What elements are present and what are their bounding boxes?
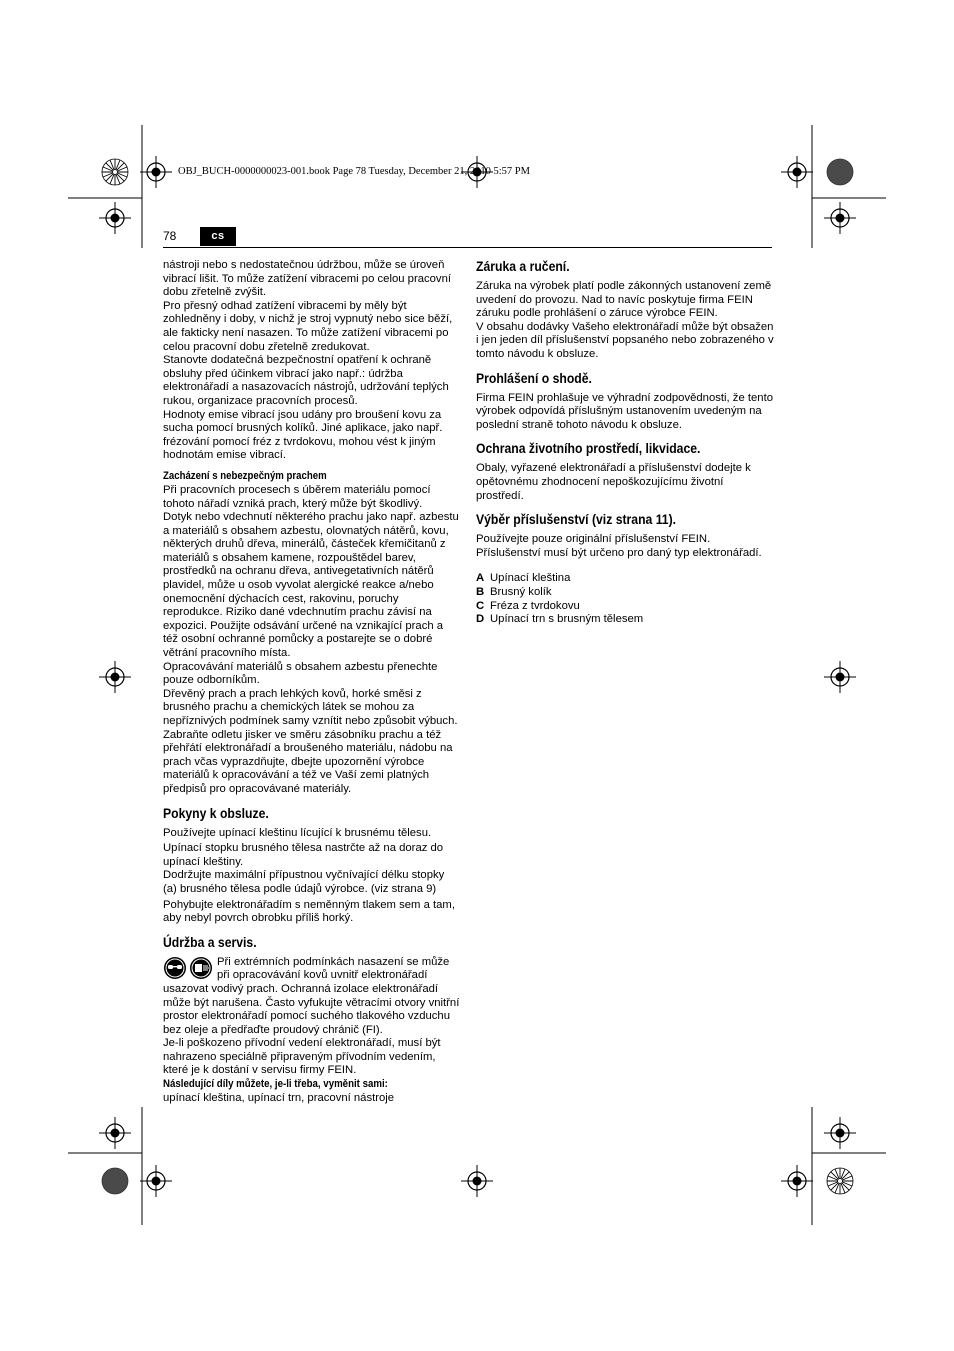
paragraph: Pro přesný odhad zatížení vibracemi by měly být zohledněny i doby, v nichž je stroj vypnutý nebo sice běží, ale fakticky není nasazen. To může zatížení vibracemi po celou pracovní dobu zřetelně zredukovat. xyxy=(163,299,453,353)
registration-mark-icon xyxy=(140,156,172,188)
paragraph: Opracovávání materiálů s obsahem azbestu přenechte pouze odborníkům. xyxy=(163,660,438,687)
safety-icons xyxy=(163,956,215,980)
color-patch-icon xyxy=(102,1168,128,1194)
paragraph: Hodnoty emise vibrací jsou udány pro broušení kovu za sucha pomocí brusných kolíků. Jiné aplikace, jako např. frézování pomocí fréz z tvrdokovu, mohou vést k jiným hodnotám emise vibrací. xyxy=(163,408,443,462)
registration-mark-icon xyxy=(824,661,856,693)
paragraph: Používejte pouze originální příslušenství FEIN. xyxy=(476,533,711,546)
left-column xyxy=(163,259,461,1105)
legend-item xyxy=(476,586,774,600)
maintenance-block xyxy=(163,956,461,1038)
paragraph: Pohybujte elektronářadím s neměnným tlakem sem a tam, aby nebyl povrch obrobku příliš horký. xyxy=(163,898,455,925)
registration-mark-icon xyxy=(824,202,856,234)
paragraph: upínací kleština, upínací trn, pracovní nástroje xyxy=(163,1091,395,1104)
legend-text: Brusný kolík xyxy=(490,585,552,598)
paragraph: Upínací stopku brusného tělesa nastrčte až na doraz do upínací kleštiny. xyxy=(163,842,444,868)
legend-item xyxy=(476,600,774,614)
paragraph: Záruka na výrobek platí podle zákonných ustanovení země uvedení do provozu. Nad to navíc poskytuje firma FEIN záruku podle prohlášení o záruce výrobce FEIN. xyxy=(476,280,772,320)
registration-mark-icon xyxy=(140,1165,172,1197)
registration-mark-icon xyxy=(99,1117,131,1149)
color-wheel-icon xyxy=(827,1168,853,1194)
paragraph: Dřevěný prach a prach lehkých kovů, horké směsi z brusného prachu a chemických látek se mohou za nepříznivých podmínek samy vznítit nebo způsobit výbuch. Zabraňte odletu jisker ve směru zásobníku prachu a též přehřátí elektronářadí a broušeného materiálu, nádobu na prach včas vyprazdňujte, dbejte upozornění výrobce materiálů k opracovávání a též ve Vaší zemi platných předpisů pro opracovávané materiály. xyxy=(163,687,458,795)
dust-heading: Zacházení s nebezpečným prachem xyxy=(163,469,327,482)
eye-protection-icon xyxy=(164,957,186,979)
legend-text: Upínací kleština xyxy=(490,572,571,585)
accessories-heading: Výběr příslušenství (viz strana 11). xyxy=(476,512,677,529)
print-header: OBJ_BUCH-0000000023-001.book Page 78 Tuesday, December 21, 2010 5:57 PM xyxy=(178,166,530,177)
paragraph: Obaly, vyřazené elektronářadí a příslušenství dodejte k opětovnému zhodnocení nepoškozujícímu životní prostředí. xyxy=(476,462,751,502)
language-badge: cs xyxy=(200,227,236,246)
blow-out-air-icon xyxy=(190,957,212,979)
conformity-heading: Prohlášení o shodě. xyxy=(476,370,592,387)
registration-mark-icon xyxy=(99,202,131,234)
maintenance-heading: Údržba a servis. xyxy=(163,934,257,951)
paragraph: nástroji nebo s nedostatečnou údržbou, může se úroveň vibrací lišit. To může zatížení vibracemi po celou pracovní dobu zřetelně zvýšit. xyxy=(163,259,451,299)
paragraph: Dodržujte maximální přípustnou vyčnívající délku stopky (a) brusného tělesa podle údajů výrobce. (viz strana 9) xyxy=(163,869,445,895)
legend-text: Fréza z tvrdokovu xyxy=(490,599,580,612)
paragraph: Používejte upínací kleštinu lícující k brusnému tělesu. xyxy=(163,826,432,839)
warranty-heading: Záruka a ručení. xyxy=(476,259,570,275)
header-rule xyxy=(163,247,772,248)
paragraph: Při pracovních procesech s úběrem materiálu pomocí tohoto nářadí vzniká prach, který může být škodlivý. xyxy=(163,483,431,510)
paragraph: V obsahu dodávky Vašeho elektronářadí může být obsažen i jen jeden díl příslušenství popsaného nebo zobrazeného v tomto návodu k obsluze. xyxy=(476,320,774,360)
registration-mark-icon xyxy=(824,1117,856,1149)
environment-heading: Ochrana životního prostředí, likvidace. xyxy=(476,441,701,458)
accessory-legend xyxy=(476,572,774,626)
paragraph: Stanovte dodatečná bezpečnostní opatření k ochraně obsluhy před účinkem vibrací jako např.: údržba elektronářadí a nasazovacích nástrojů, udržování teplých rukou, organizace pracovních procesů. xyxy=(163,354,449,407)
legend-text: Upínací trn s brusným tělesem xyxy=(490,613,644,626)
legend-item xyxy=(476,572,774,586)
parts-note: Následující díly můžete, je-li třeba, vyměnit sami: xyxy=(163,1078,388,1091)
legend-key: D xyxy=(476,613,485,626)
right-column xyxy=(476,259,774,627)
paragraph: Firma FEIN prohlašuje ve výhradní zodpovědnosti, že tento výrobek odpovídá příslušným ustanovením uvedeným na poslední straně tohoto návodu k obsluze. xyxy=(476,391,774,431)
legend-key: C xyxy=(476,599,485,612)
legend-key: B xyxy=(476,585,485,598)
color-patch-icon xyxy=(827,159,853,185)
registration-mark-icon xyxy=(461,1165,493,1197)
legend-key: A xyxy=(476,572,485,585)
paragraph: Dotyk nebo vdechnutí některého prachu jako např. azbestu a materiálů s obsahem azbestu, olovnatých nátěrů, kovu, některých druhů dřeva, minerálů, částeček křemičitanů z materiálů s obsahem kamene, rozpouštědel barev, prostředků na ochranu dřeva, antivegetativních nátěrů plavidel, může u osob vyvolat alergické reakce a/nebo onemocnění dýchacích cest, rakovinu, poruchy reprodukce. Riziko dané vdechnutím prachu závisí na expozici. Použijte odsávání určené na vznikající prach a též osobní ochranné pomůcky a postarejte se o dobré větrání pracovního místa. xyxy=(163,511,459,660)
color-wheel-icon xyxy=(102,159,128,185)
operation-heading: Pokyny k obsluze. xyxy=(163,805,269,822)
paragraph: Příslušenství musí být určeno pro daný typ elektronářadí. xyxy=(476,546,762,559)
registration-mark-icon xyxy=(781,156,813,188)
page-number: 78 xyxy=(163,229,177,243)
paragraph: Při extrémních podmínkách nasazení se může při opracovávání kovů uvnitř elektronářadí usazovat vodivý prach. Ochranná izolace elektronářadí může být narušena. Často vyfukujte větracími otvory vnitřní prostor elektronářadí pomocí suchého tlakového vzduchu bez oleje a předřaďte proudový chránič (FI). xyxy=(163,955,460,1036)
paragraph: Je-li poškozeno přívodní vedení elektronářadí, musí být nahrazeno speciálně připraveným přívodním vedením, které je k dostání v servisu firmy FEIN. xyxy=(163,1037,441,1077)
registration-mark-icon xyxy=(99,661,131,693)
registration-mark-icon xyxy=(781,1165,813,1197)
legend-item xyxy=(476,613,774,627)
